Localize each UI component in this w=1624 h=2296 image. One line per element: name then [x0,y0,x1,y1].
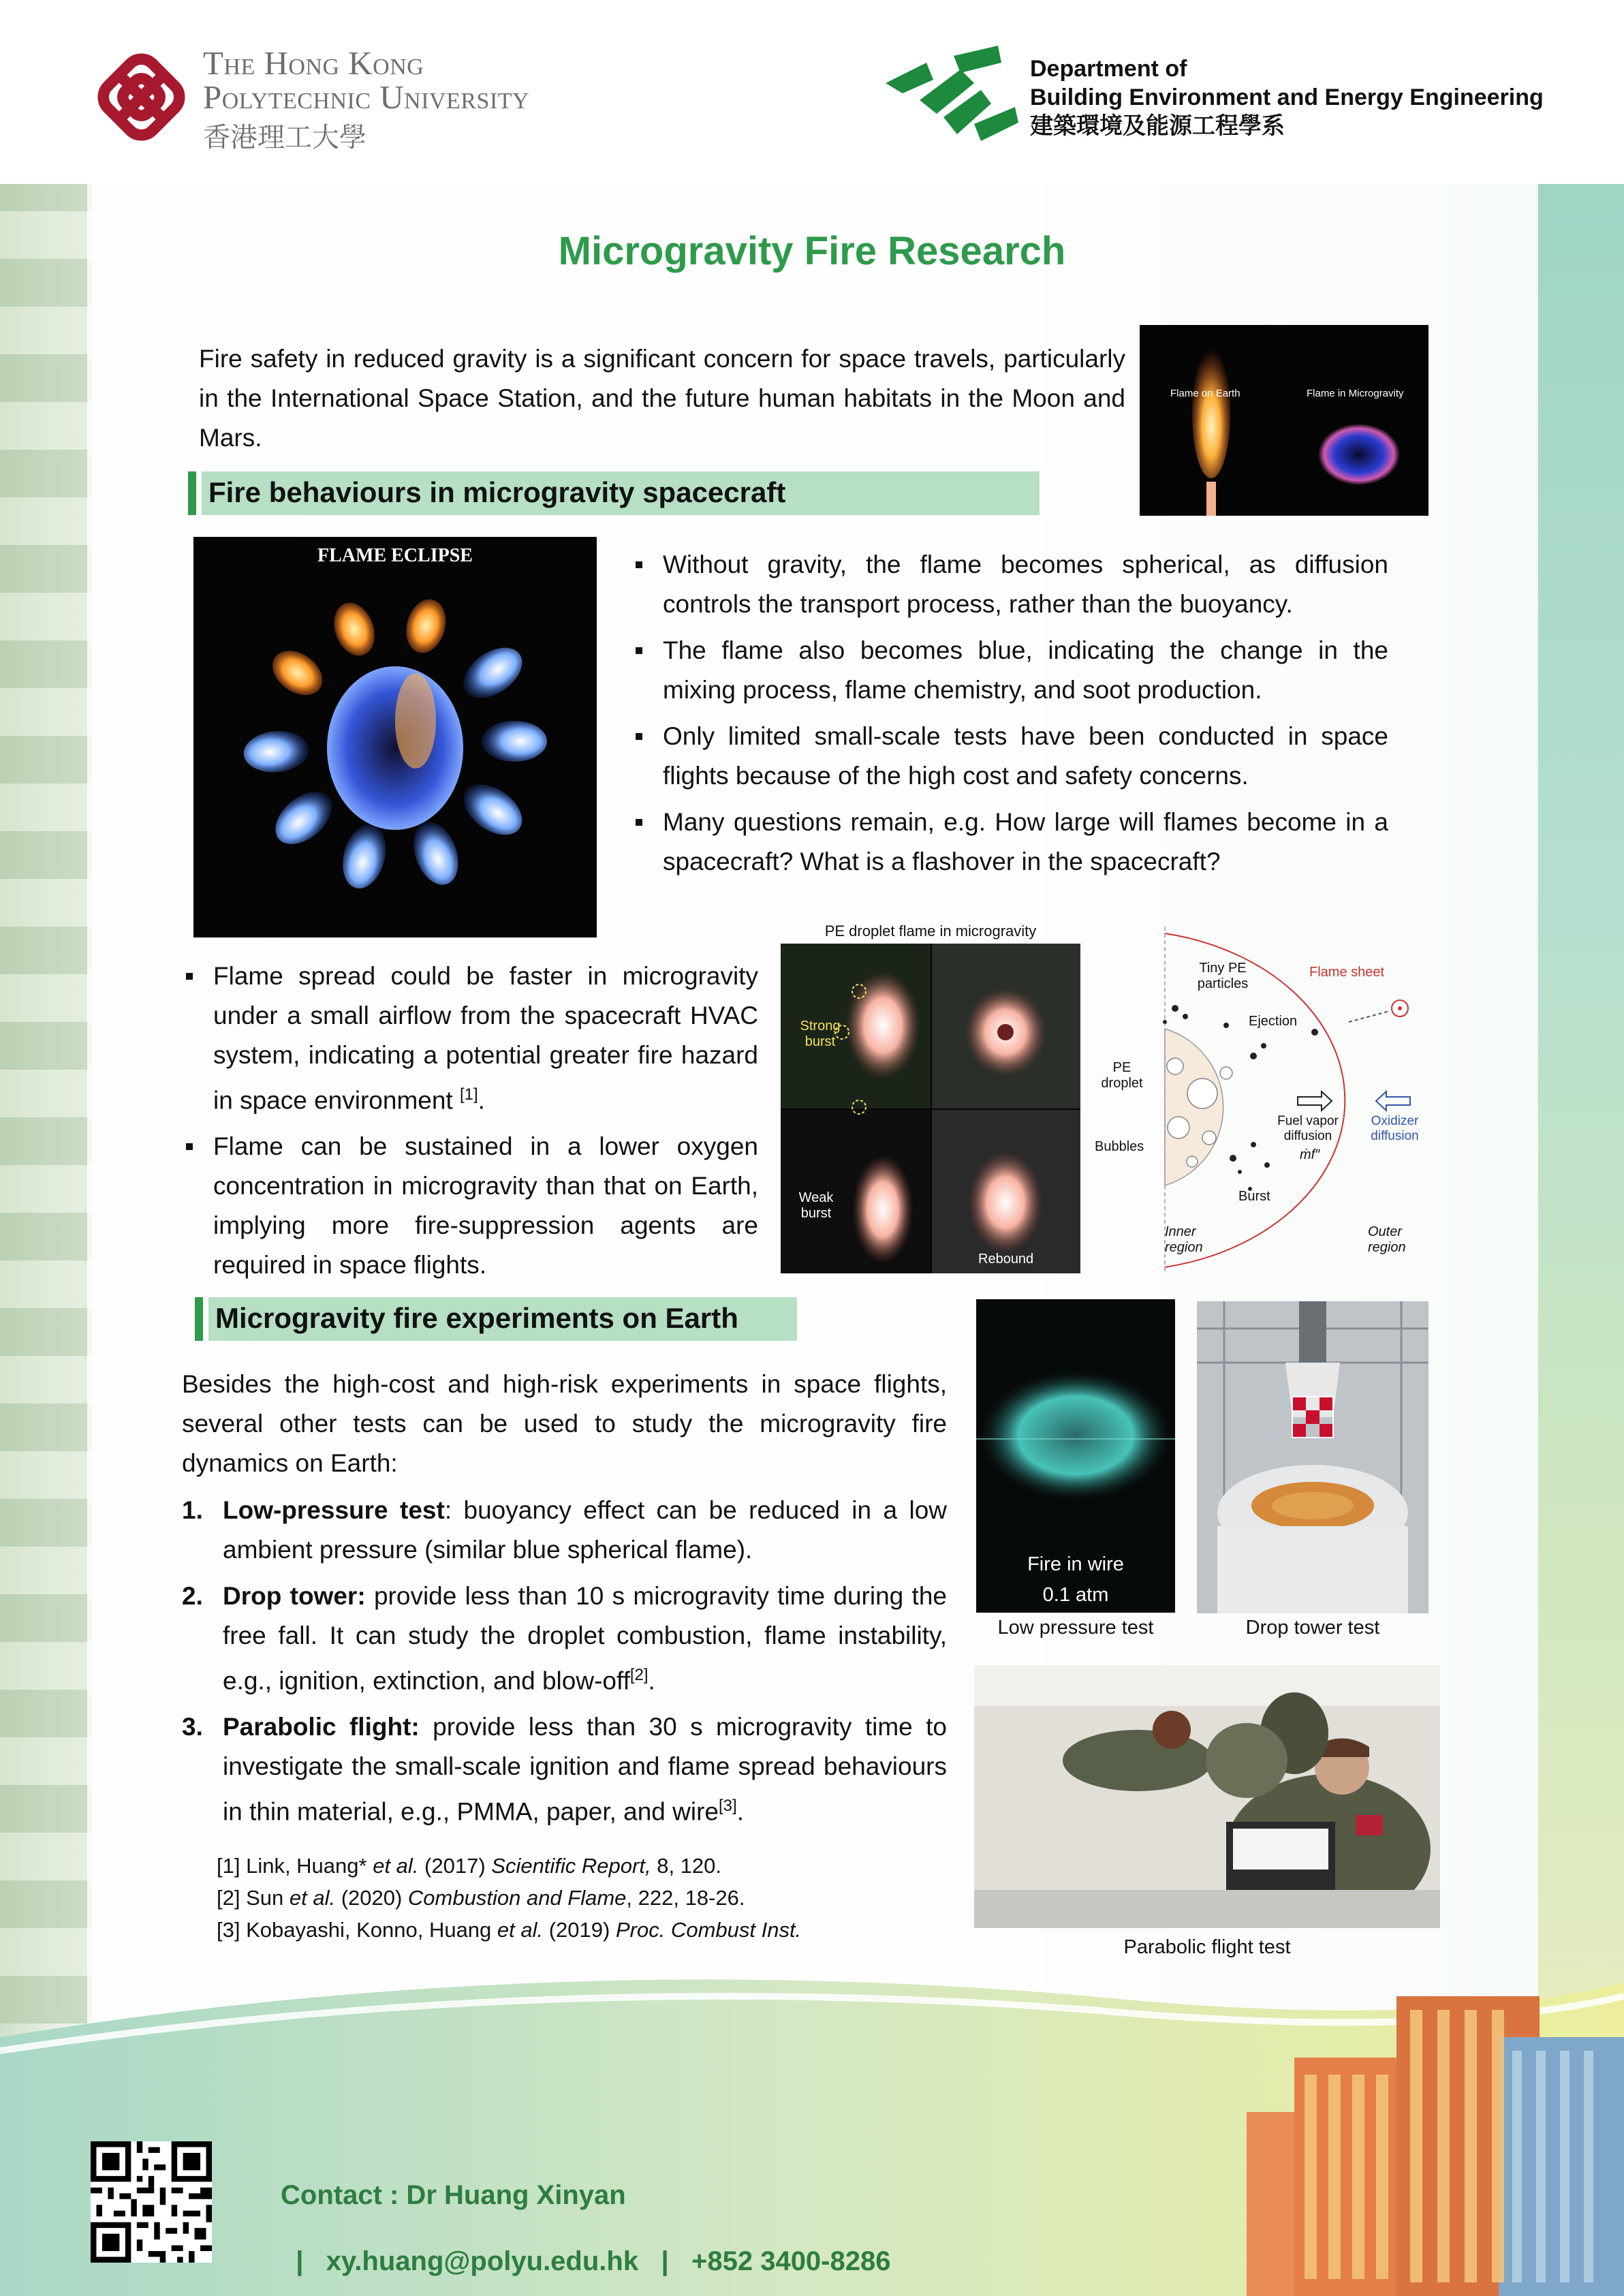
diagram-bubbles-label: Bubbles [1095,1139,1144,1154]
diagram-oxidizer-label: Oxidizer diffusion [1371,1114,1419,1143]
list-item: Without gravity, the flame becomes spherical, as diffusion controls the transport process, rather than the buoyancy. [663,545,1388,624]
diagram-ejection-label: Ejection [1249,1014,1298,1029]
list-item: 3. Parabolic flight: provide less than 30 s microgravity time to investigate the small-scale ignition and flame spread behaviours in thin material, e.g., PMMA, paper, and wire[3]. [182,1713,948,1826]
weak-burst-label: Weak burst [798,1190,834,1221]
flame-in-microgravity-label: Flame in Microgravity [1307,388,1404,399]
drop-tower-test-image [1197,1301,1428,1613]
diagram-mdot-label: ṁf″ [1300,1147,1320,1162]
diagram-burst-label: Burst [1238,1189,1270,1204]
diagram-flame-sheet-label: Flame sheet [1309,965,1385,980]
rebound-label: Rebound [978,1252,1034,1267]
flame-eclipse-label: FLAME ECLIPSE [317,545,473,566]
diagram-fuel-vapor-label: Fuel vapor diffusion [1277,1114,1339,1143]
list-item: The flame also becomes blue, indicating the change in the mixing process, flame chemistry, and soot production. [663,631,1388,710]
strong-burst-label: Strong burst [800,1019,841,1049]
list-item: 1. Low-pressure test: buoyancy effect can be reduced in a low ambient pressure (similar blue spherical flame). [182,1496,947,1564]
reference-item: [3] Kobayashi, Konno, Huang et al. (2019) Proc. Combust Inst. [217,1918,802,1942]
diagram-inner-region-label: Inner region [1165,1224,1203,1255]
contact-email[interactable]: xy.huang@polyu.edu.hk [326,2246,639,2276]
drop-tower-caption: Drop tower test [1245,1617,1380,1639]
section2-accent-bar [195,1297,203,1341]
diagram-tiny-pe-label: Tiny PE particles [1197,961,1249,991]
university-name: The Hong Kong Polytechnic University [203,44,530,116]
flame-comparison-image [1140,325,1428,516]
test-method-list [182,1491,947,1839]
intro-paragraph: Fire safety in reduced gravity is a significant concern for space travels, particularly in the International Space Station, and the future human habitats in the Moon and Mars. [199,345,1125,452]
building-photo-right [1536,184,1624,2023]
contact-name: Contact : Dr Huang Xinyan [281,2180,626,2210]
low-pressure-overlay-line1: Fire in wire [1027,1553,1124,1575]
low-pressure-test-image [976,1299,1175,1613]
list-item: Flame spread could be faster in microgravity under a small airflow from the spacecraft HVAC system, indicating a potential greater fire hazard in space environment [1]. [213,957,758,1120]
low-pressure-caption: Low pressure test [997,1617,1154,1639]
diagram-pe-droplet-label: PE droplet [1101,1060,1143,1091]
references-list [217,1850,932,1946]
separator: | [661,2246,669,2276]
pe-droplet-flame-image [781,944,1080,1273]
reference-item: [2] Sun et al. (2020) Combustion and Flame, 222, 18-26. [217,1886,745,1910]
list-item: Flame can be sustained in a lower oxygen concentration in microgravity than that on Earth, implying more fire-suppression agents are required in space flights. [213,1127,758,1285]
diagram-outer-region-label: Outer region [1368,1224,1406,1255]
flame-on-earth-label: Flame on Earth [1170,388,1240,399]
low-pressure-overlay-line2: 0.1 atm [1042,1584,1109,1606]
parabolic-flight-test-image [974,1665,1440,1928]
section1-accent-bar [188,471,196,515]
polyu-logo-icon [85,41,198,153]
contact-details [281,2216,890,2277]
separator: | [296,2246,304,2276]
section1-bullet-list [663,545,1388,888]
department-name: Department of Building Environment and Energy Engineering 建築環境及能源工程學系 [1030,56,1544,140]
droplet-figure-title: PE droplet flame in microgravity [824,922,1037,940]
building-photo-left [0,184,92,2023]
reference-item: [1] Link, Huang* et al. (2017) Scientific Report, 8, 120. [217,1854,722,1878]
section1-heading: Fire behaviours in microgravity spacecraft [208,476,786,508]
dept-logo-icon [879,42,1022,151]
section1-bullet-list-2 [213,957,758,1292]
flame-eclipse-image [193,537,597,937]
university-name-chinese: 香港理工大學 [203,122,366,153]
section2-heading: Microgravity fire experiments on Earth [215,1302,738,1334]
list-item: 2. Drop tower: provide less than 10 s microgravity time during the free fall. It can study the droplet combustion, flame instability, e.g., ignition, extinction, and blow-off[2]. [182,1582,947,1695]
list-item: Only limited small-scale tests have been conducted in space flights because of the high cost and safety concerns. [663,717,1388,796]
list-item: Many questions remain, e.g. How large will flames become in a spacecraft? What is a flashover in the spacecraft? [663,803,1388,882]
contact-phone[interactable]: +852 3400-8286 [691,2246,891,2276]
poster-title: Microgravity Fire Research [558,229,1066,273]
section2-intro: Besides the high-cost and high-risk experiments in space flights, several other tests can be used to study the microgravity fire dynamics on Earth: [182,1370,947,1477]
qr-code-icon [91,2141,212,2263]
parabolic-flight-caption: Parabolic flight test [1123,1936,1291,1958]
